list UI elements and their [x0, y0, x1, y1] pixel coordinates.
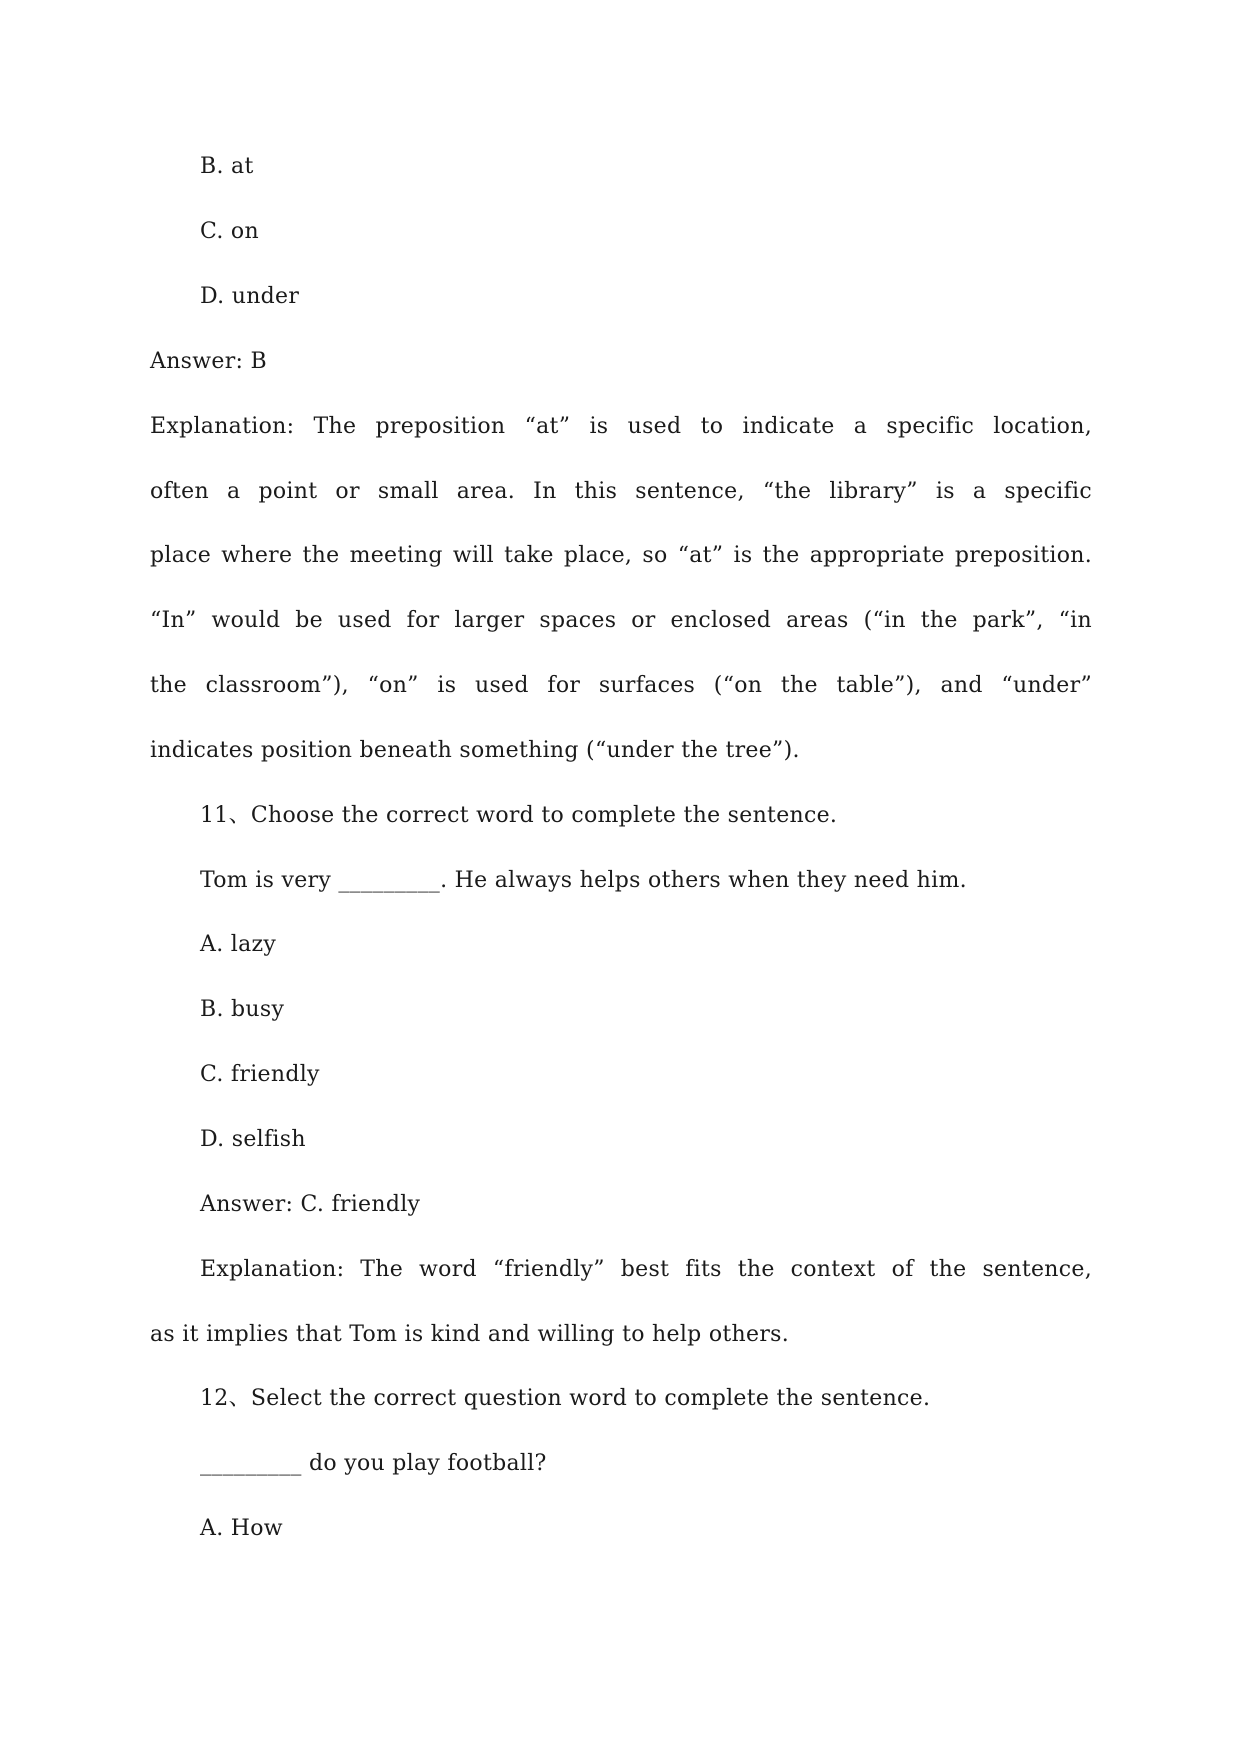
question-12-sentence: _________ do you play football? — [200, 1451, 547, 1476]
option-d-q10: D. under — [200, 284, 300, 309]
option-b-q11: B. busy — [200, 997, 285, 1022]
explanation-q11-line-1: Explanation: The word “friendly” best fits the context of the sentence, — [200, 1257, 1092, 1282]
option-a-q12: A. How — [200, 1516, 283, 1541]
option-b-q10: B. at — [200, 154, 254, 179]
explanation-q10-line-3: place where the meeting will take place, so “at” is the appropriate preposition. — [150, 543, 1092, 568]
explanation-q10-line-1: Explanation: The preposition “at” is used to indicate a specific location, — [150, 414, 1092, 439]
option-c-q10: C. on — [200, 219, 259, 244]
explanation-q10-line-4: “In” would be used for larger spaces or enclosed areas (“in the park”, “in — [150, 608, 1092, 633]
question-12-prompt: 12、Select the correct question word to complete the sentence. — [200, 1386, 931, 1411]
question-11-sentence: Tom is very _________. He always helps others when they need him. — [200, 868, 967, 893]
explanation-q10-line-6: indicates position beneath something (“under the tree”). — [150, 738, 800, 763]
answer-q11: Answer: C. friendly — [200, 1192, 421, 1217]
explanation-q10-line-2: often a point or small area. In this sentence, “the library” is a specific — [150, 479, 1092, 504]
explanation-q11-line-2: as it implies that Tom is kind and willing to help others. — [150, 1322, 790, 1347]
answer-q10: Answer: B — [150, 349, 267, 374]
option-a-q11: A. lazy — [200, 932, 277, 957]
option-c-q11: C. friendly — [200, 1062, 320, 1087]
option-d-q11: D. selfish — [200, 1127, 306, 1152]
explanation-q10-line-5: the classroom”), “on” is used for surfaces (“on the table”), and “under” — [150, 673, 1092, 698]
question-11-prompt: 11、Choose the correct word to complete the sentence. — [200, 803, 838, 828]
